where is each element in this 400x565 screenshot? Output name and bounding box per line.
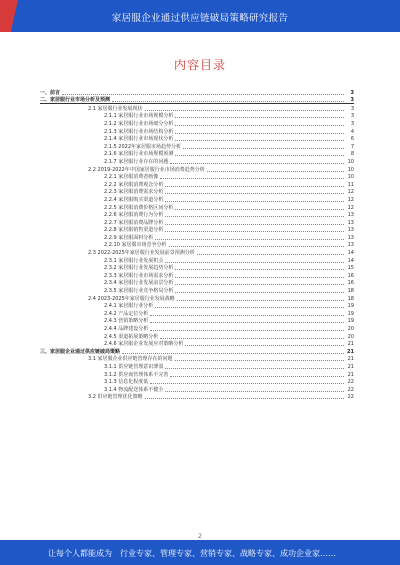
toc-dot-leader <box>175 140 344 141</box>
toc-dot-leader <box>165 262 344 263</box>
toc-entry-page: 4 <box>350 128 354 135</box>
toc-entry[interactable] <box>40 233 354 241</box>
toc-entry-label: 2.2.2 家居服消费观念分析 <box>104 181 164 188</box>
toc-dot-leader <box>175 125 344 126</box>
toc-entry-label: 三、家居服企业通过供应链破局策略 <box>40 348 121 355</box>
toc-entry-label: 2.2.3 家居服消费需求分析 <box>104 189 164 196</box>
toc-entry[interactable] <box>40 279 354 287</box>
toc-entry-page: 7 <box>350 143 354 150</box>
toc-entry-page: 18 <box>347 288 354 295</box>
toc-entry-label: 2.3.2 家居服行业发展趋势分析 <box>104 265 174 272</box>
toc-entry[interactable] <box>40 88 354 96</box>
footer-banner <box>0 540 400 565</box>
toc-dot-leader <box>177 300 344 301</box>
toc-dot-leader <box>150 315 344 316</box>
toc-dot-leader <box>165 216 344 217</box>
toc-dot-leader <box>175 155 344 156</box>
toc-entry-page: 16 <box>347 280 354 287</box>
toc-entry-label: 2.4.3 营销策略分析 <box>104 318 149 325</box>
toc-entry[interactable] <box>40 127 354 135</box>
toc-entry-label: 2.3 2022-2025年家居服行业发展前景预测分析 <box>88 250 195 257</box>
toc-entry[interactable] <box>40 355 354 363</box>
toc-entry-label: 2.4 2023-2025年家居服行业发展战略 <box>88 295 175 302</box>
toc-entry-label: 2.1.1 家居服行业市场规模分析 <box>104 113 174 120</box>
toc-entry[interactable] <box>40 370 354 378</box>
toc-entry-page: 11 <box>347 181 354 188</box>
toc-entry[interactable] <box>40 241 354 249</box>
toc-entry-label: 2.1 家居服行业发展现状 <box>88 105 143 112</box>
toc-entry-label: 3.1 家居服企业供应链管理存在的问题 <box>88 356 173 363</box>
toc-entry-label: 3.1.3 信息化程度低 <box>104 379 149 386</box>
toc-entry-label: 2.2.5 家居服消费价格区间分析 <box>104 204 174 211</box>
toc-dot-leader <box>207 171 344 172</box>
toc-entry[interactable] <box>40 150 354 158</box>
toc-entry[interactable] <box>40 135 354 143</box>
toc-entry[interactable] <box>40 256 354 264</box>
toc-entry-page: 21 <box>347 371 354 378</box>
toc-entry-page: 3 <box>350 120 354 127</box>
page-number: 2 <box>198 533 202 540</box>
toc-dot-leader <box>165 186 344 187</box>
toc-entry-label: 2.4.6 家居服企业发展应对策略分析 <box>104 341 184 348</box>
toc-entry-page: 3 <box>350 105 354 112</box>
toc-entry[interactable] <box>40 218 354 226</box>
toc-dot-leader <box>165 201 344 202</box>
toc-entry-page: 6 <box>350 136 354 143</box>
toc-entry-label: 2.4.5 渠道拓展策略分析 <box>104 333 159 340</box>
toc-entry-page: 3 <box>350 113 354 120</box>
toc-entry-page: 22 <box>347 379 354 386</box>
toc-entry-page: 16 <box>347 272 354 279</box>
toc-entry-page: 8 <box>350 151 354 158</box>
toc-dot-leader <box>175 117 344 118</box>
toc-dot-leader <box>175 269 344 270</box>
toc-dot-leader <box>145 398 344 399</box>
toc-dot-leader <box>197 254 344 255</box>
toc-dot-leader <box>160 338 344 339</box>
footer-slogan: 让每个人都能成为 行业专家、管理专家、营销专家、战略专家、成功企业家…… <box>48 549 336 558</box>
toc-entry-label: 2.2.4 家居服购买渠道分析 <box>104 196 164 203</box>
toc-entry[interactable] <box>40 332 354 340</box>
toc-entry-label: 2.2 2019-2022年中国家居服行业市场消费趋势分析 <box>88 166 205 173</box>
toc-entry-page: 21 <box>347 363 354 370</box>
toc-entry-label: 3.1.4 物流配送体系不健全 <box>104 386 164 393</box>
toc-entry[interactable] <box>40 157 354 165</box>
toc-entry[interactable] <box>40 317 354 325</box>
toc-entry-page: 12 <box>347 196 354 203</box>
toc-dot-leader <box>175 360 344 361</box>
toc-entry-page: 10 <box>347 158 354 165</box>
toc-entry[interactable] <box>40 226 354 234</box>
toc-entry-label: 3.2 供应链管理优化策略 <box>88 394 143 401</box>
toc-entry-label: 3.1.1 供应链管理意识薄弱 <box>104 363 164 370</box>
toc-dot-leader <box>175 277 344 278</box>
toc-entry-page: 12 <box>347 189 354 196</box>
toc-entry-label: 2.4.2 产品定位分析 <box>104 310 149 317</box>
toc-dot-leader <box>160 178 344 179</box>
toc-entry[interactable] <box>40 324 354 332</box>
toc-dot-leader <box>175 133 344 134</box>
toc-entry-label: 2.2.8 家居服销售渠道分析 <box>104 227 164 234</box>
toc-dot-leader <box>150 322 344 323</box>
toc-entry-label: 2.3.5 家居服行业竞争格局分析 <box>104 288 174 295</box>
toc-entry[interactable] <box>40 302 354 310</box>
toc-entry[interactable] <box>40 96 354 105</box>
toc-entry[interactable] <box>40 393 354 401</box>
toc-entry-page: 22 <box>347 394 354 401</box>
toc-dot-leader <box>165 231 344 232</box>
toc-entry-page: 20 <box>347 333 354 340</box>
toc-entry[interactable] <box>40 165 354 173</box>
toc-entry[interactable] <box>40 309 354 317</box>
toc-entry[interactable] <box>40 180 354 188</box>
toc-dot-leader <box>185 345 344 346</box>
toc-dot-leader <box>150 383 344 384</box>
toc-dot-leader <box>155 307 344 308</box>
toc-entry[interactable] <box>40 188 354 196</box>
toc-entry-label: 3.1.2 供应商管理体系不完善 <box>104 371 169 378</box>
toc-entry-page: 18 <box>347 295 354 302</box>
toc-entry-page: 3 <box>350 97 354 104</box>
toc-entry-page: 10 <box>347 166 354 173</box>
toc-entry-label: 2.1.6 家居服行业市场规模预测 <box>104 151 174 158</box>
toc-entry[interactable] <box>40 378 354 386</box>
toc-entry-page: 13 <box>347 219 354 226</box>
toc-dot-leader <box>175 284 344 285</box>
toc-entry-label: 2.2.9 家居服面料分析 <box>104 234 154 241</box>
toc-dot-leader <box>175 209 344 210</box>
toc-entry-page: 19 <box>347 303 354 310</box>
toc-entry-label: 一、前言 <box>40 89 61 96</box>
toc-entry[interactable] <box>40 385 354 393</box>
toc-dot-leader <box>175 292 344 293</box>
toc-dot-leader <box>165 368 344 369</box>
toc-entry-page: 19 <box>347 318 354 325</box>
toc-dot-leader <box>183 148 344 149</box>
toc-dot-leader <box>170 376 344 377</box>
toc-dot-leader <box>170 163 344 164</box>
toc-heading: 内容目录 <box>173 58 226 72</box>
toc-entry-label: 2.3.1 家居服行业发展机会 <box>104 257 164 264</box>
report-title: 家居服企业通过供应链破局策略研究报告 <box>111 13 289 24</box>
toc-entry-label: 2.1.3 家居服行业市场结构分析 <box>104 128 174 135</box>
toc-entry[interactable] <box>40 347 354 355</box>
toc-entry-page: 13 <box>347 212 354 219</box>
toc-entry-page: 14 <box>347 257 354 264</box>
toc-entry-page: 3 <box>350 89 354 96</box>
toc-entry[interactable] <box>40 119 354 127</box>
toc-dot-leader <box>165 224 344 225</box>
toc-entry[interactable] <box>40 248 354 256</box>
toc-entry[interactable] <box>40 294 354 302</box>
toc-entry[interactable] <box>40 104 354 112</box>
toc-entry-label: 二、家居服行业市场分析及预测 <box>40 97 111 104</box>
toc-entry-page: 15 <box>347 265 354 272</box>
toc-entry-page: 19 <box>347 310 354 317</box>
toc-entry-label: 2.3.3 家居服行业市场需求分析 <box>104 272 174 279</box>
toc-dot-leader <box>62 94 344 95</box>
toc-entry[interactable] <box>40 142 354 150</box>
toc-entry-label: 2.2.10 家居服市场竞争分析 <box>104 242 167 249</box>
toc-entry-page: 22 <box>347 386 354 393</box>
header-banner <box>0 0 400 32</box>
toc-dot-leader <box>122 353 344 354</box>
toc-dot-leader <box>169 246 345 247</box>
toc-entry[interactable] <box>40 211 354 219</box>
toc-entry-label: 2.2.7 家居服消费品牌分析 <box>104 219 164 226</box>
toc-dot-leader <box>155 239 344 240</box>
toc-entry-label: 2.1.2 家居服行业市场细分分析 <box>104 120 174 127</box>
toc-entry-page: 21 <box>347 341 354 348</box>
toc-entry[interactable] <box>40 286 354 294</box>
toc-entry-page: 21 <box>347 356 354 363</box>
toc-entry-page: 12 <box>347 204 354 211</box>
toc-entry-page: 20 <box>347 326 354 332</box>
toc-entry-label: 2.1.7 家居服行业存在的问题 <box>104 158 169 165</box>
toc-entry[interactable] <box>40 173 354 181</box>
toc-entry-page: 13 <box>347 242 354 249</box>
toc-entry[interactable] <box>40 362 354 370</box>
toc-entry-label: 2.2.1 家居服消费者画像 <box>104 174 159 181</box>
table-of-contents <box>40 88 354 400</box>
toc-entry-page: 13 <box>347 234 354 241</box>
toc-entry[interactable] <box>40 195 354 203</box>
toc-dot-leader <box>112 101 344 102</box>
toc-entry-label: 2.4.4 品牌建设分析 <box>104 326 149 332</box>
toc-dot-leader <box>150 330 344 331</box>
toc-entry-page: 14 <box>347 250 354 257</box>
toc-entry-page: 10 <box>347 174 354 181</box>
toc-entry-label: 2.1.4 家居服行业市场现状分析 <box>104 136 174 143</box>
toc-entry[interactable] <box>40 271 354 279</box>
toc-entry-label: 2.4.1 家居服行业分析 <box>104 303 154 310</box>
toc-entry-page: 21 <box>347 348 354 355</box>
toc-dot-leader <box>165 193 344 194</box>
toc-entry[interactable] <box>40 340 354 348</box>
toc-entry-label: 2.1.5 2022年家居服市场趋势分析 <box>104 143 182 150</box>
toc-entry[interactable] <box>40 203 354 211</box>
toc-entry[interactable] <box>40 112 354 120</box>
toc-dot-leader <box>165 391 344 392</box>
toc-entry-page: 13 <box>347 227 354 234</box>
toc-entry-label: 2.2.6 家居服消费行为分析 <box>104 212 164 219</box>
toc-entry[interactable] <box>40 264 354 272</box>
toc-entry-label: 2.3.4 家居服行业发展前景分析 <box>104 280 174 287</box>
toc-dot-leader <box>145 110 344 111</box>
